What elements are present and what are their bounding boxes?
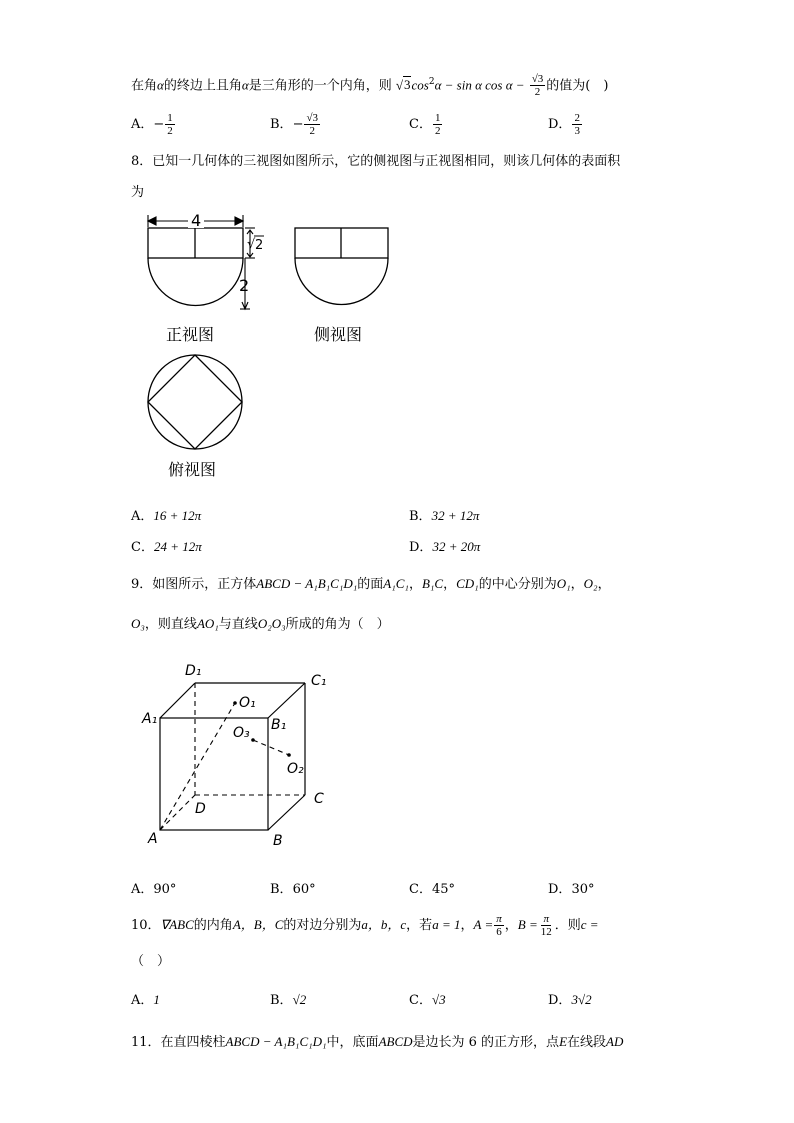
q7-option-c[interactable]: C． $\frac{1}{2}$ <box>409 112 441 137</box>
q7-stem-end: 的值为( ) <box>546 78 609 94</box>
q7-option-d[interactable]: D． $\frac{2}{3}$ <box>548 112 580 137</box>
alpha-symbol: α <box>157 77 164 93</box>
side-view <box>295 228 388 305</box>
dim-sqrt2-label: 2 <box>255 238 264 253</box>
q8-stem-line2: 为 <box>131 185 145 200</box>
label-front-view: 正视图 <box>166 325 215 344</box>
q7-fraction: $\frac{√3}{2}$ <box>531 73 544 99</box>
q9-option-c[interactable]: C．45° <box>409 882 455 897</box>
q9-stem-line2: O₃，则直线AO₁与直线O₂O₃所成的角为（ ） <box>131 616 390 632</box>
label-D1: D₁ <box>185 663 202 679</box>
label-C1: C₁ <box>311 673 327 689</box>
q8-three-views-figure <box>130 205 410 490</box>
q8-option-b[interactable]: B．32 + 12π <box>409 508 480 524</box>
q9-cube-figure <box>140 655 340 855</box>
label-A1: A₁ <box>142 711 158 727</box>
q9-option-a[interactable]: A．90° <box>131 882 177 897</box>
q10-stem-line2: （ ） <box>131 954 171 969</box>
q7-option-a[interactable]: A．− $\frac{1}{2}$ <box>131 112 173 137</box>
label-B1: B₁ <box>271 717 287 733</box>
dim-2-label: 2 <box>239 276 250 295</box>
q11-stem-line1: 11．在直四棱柱ABCD − A₁B₁C₁D₁中，底面ABCD是边长为 6 的正方形，点E在线段AD <box>131 1034 624 1050</box>
q9-stem-line1: 9．如图所示，正方体ABCD − A₁B₁C₁D₁的面A₁C₁，B₁C，CD₁的中心分别为O₁，O₂， <box>131 576 611 592</box>
q10-option-a[interactable]: A．1 <box>131 992 160 1008</box>
q9-option-d[interactable]: D．30° <box>548 882 595 897</box>
label-O1: O₁ <box>239 695 256 711</box>
q10-option-d[interactable]: D．3√2 <box>548 992 592 1008</box>
q9-option-b[interactable]: B．60° <box>270 882 316 897</box>
label-O2: O₂ <box>287 761 304 777</box>
q8-option-a[interactable]: A．16 + 12π <box>131 508 202 524</box>
sqrt3: √3 <box>395 77 411 93</box>
q7-stem-b: 的终边上且角 <box>163 78 242 94</box>
q8-option-c[interactable]: C．24 + 12π <box>131 539 202 555</box>
q8-option-d[interactable]: D．32 + 20π <box>409 539 481 555</box>
label-D: D <box>195 801 206 817</box>
label-B: B <box>273 833 283 849</box>
sqrt-symbol: √ <box>247 237 256 252</box>
q7-stem-c: 是三角形的一个内角，则 <box>248 78 392 94</box>
label-A: A <box>148 831 158 847</box>
label-side-view: 侧视图 <box>314 325 363 344</box>
label-top-view: 俯视图 <box>168 460 217 479</box>
q10-option-c[interactable]: C．√3 <box>409 992 446 1008</box>
q10-stem-line1: 10．∇ABC的内角A，B，C的对边分别为a，b，c，若a = 1，A = $\frac{\pi}{6}$ ，B = $\frac{\pi}{12}$ ．则c = <box>131 913 599 938</box>
alpha-symbol: α <box>241 77 249 93</box>
q7-option-b[interactable]: B．− $\frac{√3}{2}$ <box>270 112 319 137</box>
q7-stem-a: 在角 <box>131 78 158 94</box>
q7-expr-cos: cos <box>411 77 429 93</box>
q7-expr-b: α − sin α cos α − <box>434 77 525 93</box>
q7-square: 2 <box>428 77 435 87</box>
front-view <box>148 228 243 306</box>
q10-option-b[interactable]: B．√2 <box>270 992 307 1008</box>
dim-4-label: 4 <box>191 211 202 230</box>
q7-stem <box>131 70 609 99</box>
label-C: C <box>314 791 324 807</box>
label-O3: O₃ <box>233 725 250 741</box>
q8-stem-line1: 8．已知一几何体的三视图如图所示，它的侧视图与正视图相同，则该几何体的表面积 <box>131 154 621 169</box>
top-view <box>148 355 242 449</box>
